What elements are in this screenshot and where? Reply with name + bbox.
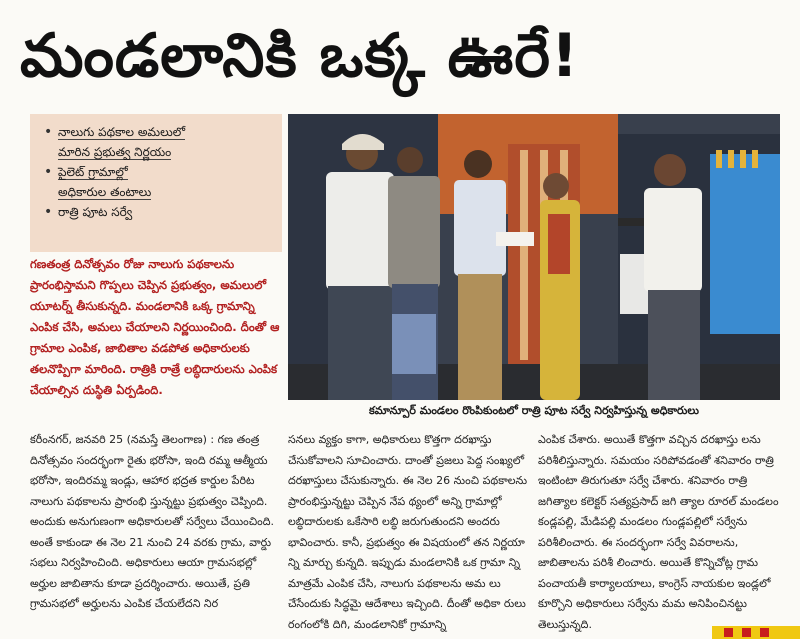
photo-caption: కమాన్పూర్ మండలం రొంపికుంటలో రాత్రి పూట సర్వే నిర్వహిస్తున్న అధికారులు [369, 404, 699, 417]
news-photo [288, 114, 780, 400]
highlight-item [44, 122, 276, 162]
highlight-line: పైలెట్ గ్రామాల్లో [58, 165, 128, 179]
lede-paragraph: గణతంత్ర దినోత్సవం రోజు నాలుగు పథకాలను ప్రారంభిస్తామని గొప్పలు చెప్పిన ప్రభుత్వం, అమలులో యూటర్న్ తీసుకున్నది. మండలానికి ఒక్క గ్రామాన్ని ఎంపిక చేసి, అమలు చేయాలని నిర్ణయించింది. దీంతో ఆ గ్రామాల ఎంపిక, జాబితాల వడపోత అధికారులకు తలనొప్పిగా మారింది. రాత్రికి రాత్రే లబ్ధిదారులను ఎంపిక చేయాల్సిన దుస్థితి ఏర్పడింది. [30, 257, 280, 397]
headline: మండలానికి ఒక్క ఊరే! [20, 21, 580, 91]
logo-block [742, 628, 751, 637]
highlight-item [44, 202, 276, 222]
body-column-1: కరీంనగర్, జనవరి 25 (నమస్తే తెలంగాణ) : గణ తంత్ర దినోత్సవం సందర్భంగా రైతు భరోసా, ఇంది రమ్మ ఆత్మీయ భరోసా, ఇందిరమ్మ ఇండ్లు, ఆహార భద్రత కార్డుల పేరిట నాలుగు పథకాలను ప్రారంభి స్తున్నట్టు ప్రభుత్వం చెప్పింది. అందుకు అనుగుణంగా అధికారులతో సర్వేలు చేయించింది. అంతే కాకుండా ఈ నెల 21 నుంచి 24 వరకు గ్రామ, వార్డు సభలు నిర్వహించింది. అధికారులు ఆయా గ్రామసభల్లో అర్హుల జాబితాను కూడా ప్రదర్శించారు. అయితే, ప్రతి గ్రామసభలో అర్హులను ఎంపిక చేయలేదని నిర [30, 433, 275, 610]
highlight-line: మారిన ప్రభుత్వ నిర్ణయం [58, 145, 172, 159]
body-column-3: ఎంపిక చేశారు. అయితే కొత్తగా వచ్చిన దరఖాస్తు లను పరిశీలిస్తున్నారు. సమయం సరిపోవడంతో శనివారం రాత్రి ఇంటింటా తిరుగుతూ సర్వే చేశారు. శనివారం రాత్రి జగిత్యాల కలెక్టర్ సత్యప్రసాద్ జగి త్యాల రూరల్ మండలం కండ్లపల్లి, మేడిపల్లి మండలం గుండ్లపల్లిలో సర్వేను పరిశీలించారు. ఈ సందర్భంగా సర్వే వివరాలను, జాబితాలను పరిశీ లించారు. అయితే కొన్నిచోట్ల గ్రామ పంచాయతీ కార్యాలయాలు, కాంగ్రెస్ నాయకుల ఇండ్లలో కూర్చొని అధికారులు సర్వేను మమ అనిపించినట్టు తెలుస్తున్నది. [538, 433, 779, 631]
highlight-line: అధికారుల తంటాలు [58, 185, 152, 199]
logo-block [724, 628, 733, 637]
logo-block [760, 628, 769, 637]
body-column-2: సనలు వ్యక్తం కాగా, అధికారులు కొత్తగా దరఖాస్తు చేసుకోవాలని సూచించారు. దాంతో ప్రజలు పెద్ద సంఖ్యలో దరఖాస్తులు చేసుకున్నారు. ఈ నెల 26 నుంచి పథకాలను ప్రారంభిస్తున్నట్టు చెప్పిన నేప థ్యంలో అన్ని గ్రామాల్లో లబ్ధిదారులకు ఒకేసారి లబ్ధి జరుగుతుందని అందరు భావించారు. కానీ, ప్రభుత్వం ఈ విషయంలో తన నిర్ణయా న్ని మార్చు కున్నది. ఇప్పుడు మండలానికి ఒక గ్రామా న్ని మాత్రమే ఎంపిక చేసి, నాలుగు పథకాలను అమ లు చేసేందుకు సిద్ధమై ఆదేశాలు ఇచ్చింది. దీంతో అధికా రులు రంగంలోకి దిగి, మండలానికో గ్రామాన్ని [288, 433, 528, 631]
highlight-item [44, 162, 276, 202]
highlight-line: రాత్రి పూట సర్వే [58, 205, 133, 219]
corner-logo-strip [712, 626, 800, 639]
highlight-line: నాలుగు పథకాల అమలులో [58, 125, 186, 139]
highlights-box [30, 114, 282, 252]
photo-illustration [288, 114, 780, 400]
